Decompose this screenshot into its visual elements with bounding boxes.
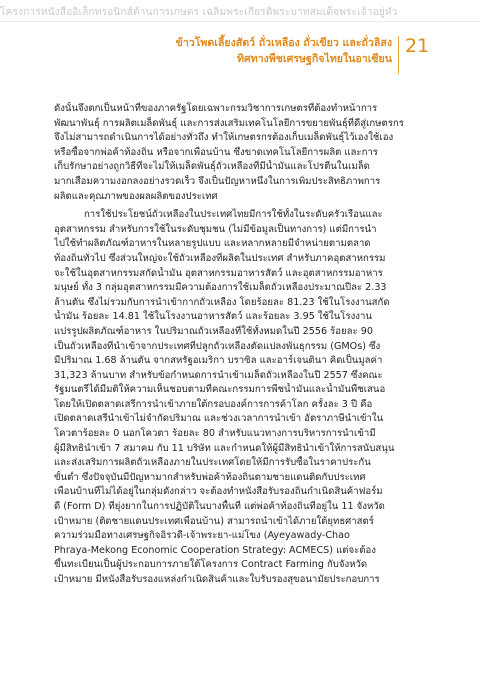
body-line: จะใช้ในอุตสาหกรรมสกัดน้ำมัน อุตสาหกรรมอาหารสัตว์ และอุตสาหกรรมอาหาร [54,267,383,279]
body-line: ดังนั้นจึงตกเป็นหน้าที่ของภาครัฐโดยเฉพาะกรมวิชาการเกษตรที่ต้องทำหน้าการ [54,103,378,114]
body-line: น้ำมัน ร้อยละ 14.81 ใช้ในโรงงานอาหารสัตว์ และร้อยละ 3.95 ใช้ในโรงงาน [54,311,372,323]
body-line: แปรรูปผลิตภัณฑ์อาหาร ในปริมาณถั่วเหลืองที่ใช้ทั้งหมดในปี 2556 ร้อยละ 90 [54,325,373,337]
body-line: ขั้นต่ำ ซึ่งปัจจุบันมีปัญหามากสำหรับพ่อค้าท้องถิ่นตามชายแดนติดกับประเทศ [54,471,366,483]
series-title: โครงการหนังสืออิเล็กทรอนิกส์ด้านการเกษตร เฉลิมพระเกียรติพระบาทสมเด็จพระเจ้าอยู่หัว [0,7,398,18]
body-line: ท้องถิ่นทั่วไป ซึ่งส่วนใหญ่จะใช้ถั่วเหลืองที่ผลิตในประเทศ สำหรับภาคอุตสาหกรรม [54,252,386,264]
body-line: ความร่วมมือทางเศรษฐกิจอิรวดี-เจ้าพระยา-แม่โขง (Ayeyawady-Chao [54,530,350,542]
header-divider [398,36,399,74]
body-line: จึงไม่สามารถดำเนินการได้อย่างทั่วถึง ทำให้เกษตรกรต้องเก็บเมล็ดพันธุ์ไว้เองใช้เอง [54,132,394,144]
body-line: โดยให้เปิดตลาดเสรีการนำเข้าภายใต้กรอบองค์การการค้าโลก ครั้งละ 3 ปี คือ [54,398,373,410]
body-line: ดี (Form D) ที่ยุ่งยากในการปฏิบัติในบางพื้นที่ แต่พ่อค้าท้องถิ่นที่อยู่ใน 11 จังหวัด [54,501,385,513]
body-line: เป้าหมาย มีหนังสือรับรองแหล่งกำเนิดสินค้าและใบรับรองสุขอนามัยประกอบการ [54,574,380,585]
body-line: 31,323 ล้านบาท สำหรับข้อกำหนดการนำเข้าเมล็ดถั่วเหลืองในปี 2557 ซึ่งคณะ [54,369,383,381]
body-line: มีปริมาณ 1.68 ล้านตัน จากสหรัฐอเมริกา บราซิล และอาร์เจนตินา คิดเป็นมูลค่า [54,355,383,367]
body-line: และส่งเสริมการผลิตถั่วเหลืองภายในประเทศโดยให้มีการรับซื้อในราคาประกัน [54,457,371,469]
body-line: ไปใช้ทำผลิตภัณฑ์อาหารในหลายรูปแบบ และหลากหลายมีจำหน่ายตามตลาด [54,238,371,250]
body-line: เปิดตลาดเสรีนำเข้าไม่จำกัดปริมาณ และช่วงเวลาการนำเข้า อัตราภาษีนำเข้าใน [54,413,384,425]
chapter-subtitle: ทิศทางพืชเศรษฐกิจไทยในอาเซียน [237,53,392,65]
body-line: เป้าหมาย (ติดชายแดนประเทศเพื่อนบ้าน) สามารถนำเข้าได้ภายใต้ยุทธศาสตร์ [54,515,374,527]
body-line: ล้านตัน ซึ่งไม่รวมกับการนำเข้ากากถั่วเหลือง โดยร้อยละ 81.23 ใช้ในโรงงานสกัด [54,296,390,308]
body-line: ผลิตและคุณภาพของผลผลิตของประเทศ [54,190,218,202]
body-line: ขึ้นทะเบียนเป็นผู้ประกอบการภายใต้โครงการ Contract Farming กับจังหวัด [54,559,368,571]
body-line: Phraya-Mekong Economic Cooperation Strategy: ACMECS) แต่จะต้อง [54,544,376,556]
body-line: หรือซื้อจากพ่อค้าท้องถิ่น หรือจากเพื่อนบ้าน ซึ่งขาดเทคโนโลยีการผลิต และการ [54,146,378,158]
body-line: เป็นถั่วเหลืองที่นำเข้าจากประเทศที่ปลูกถั่วเหลืองตัดแปลงพันธุกรรม (GMOs) ซึ่ง [54,340,381,352]
series-header-band [0,0,480,22]
body-line: โควตาร้อยละ 0 นอกโควตา ร้อยละ 80 สำหรับแนวทางการบริหารการนำเข้ามี [54,428,376,440]
body-line: มนุษย์ ทั้ง 3 กลุ่มอุตสาหกรรมมีความต้องการใช้เมล็ดถั่วเหลืองประมาณปีละ 2.33 [54,282,387,294]
body-line: รัฐมนตรีได้มีมติให้ความเห็นชอบตามที่คณะกรรมการพืชน้ำมันและน้ำมันพืชเสนอ [54,384,386,396]
page-number: 21 [405,35,430,57]
body-line: พัฒนาพันธุ์ การผลิตเมล็ดพันธุ์ และการส่งเสริมเทคโนโลยีการขยายพันธุ์ที่ดีสู่เกษตรกร [54,117,404,129]
body-line: มากเสื่อมความงอกลงอย่างรวดเร็ว จึงเป็นปัญหาหนึ่งในการเพิ่มประสิทธิภาพการ [54,175,381,187]
body-line: อุตสาหกรรม สำหรับการใช้ในระดับชุมชน (ไม่มีข้อมูลเป็นทางการ) แต่มีการนำ [54,223,377,235]
body-line: การใช้ประโยชน์ถั่วเหลืองในประเทศไทยมีการใช้ทั้งในระดับครัวเรือนและ [84,209,383,221]
body-line: เก็บรักษาอย่างถูกวิธีที่จะไม่ให้เมล็ดพันธุ์ถั่วเหลืองที่มีน้ำมันและโปรตีนในเมล็ด [54,161,370,173]
body-line: เพื่อนบ้านที่ไม่ได้อยู่ในกลุ่มดังกล่าว จะต้องทำหนังสือรับรองถิ่นกำเนิดสินค้าฟอร์ม [54,486,383,498]
body-line: ผู้มีสิทธินำเข้า 7 สมาคม กับ 11 บริษัท และกำหนดให้ผู้มีสิทธินำเข้าให้การสนับสนุน [54,442,395,454]
body-text [54,102,434,588]
chapter-title: ข้าวโพดเลี้ยงสัตว์ ถั่วเหลือง ถั่วเขียว และถั่วลิสง [175,37,392,49]
